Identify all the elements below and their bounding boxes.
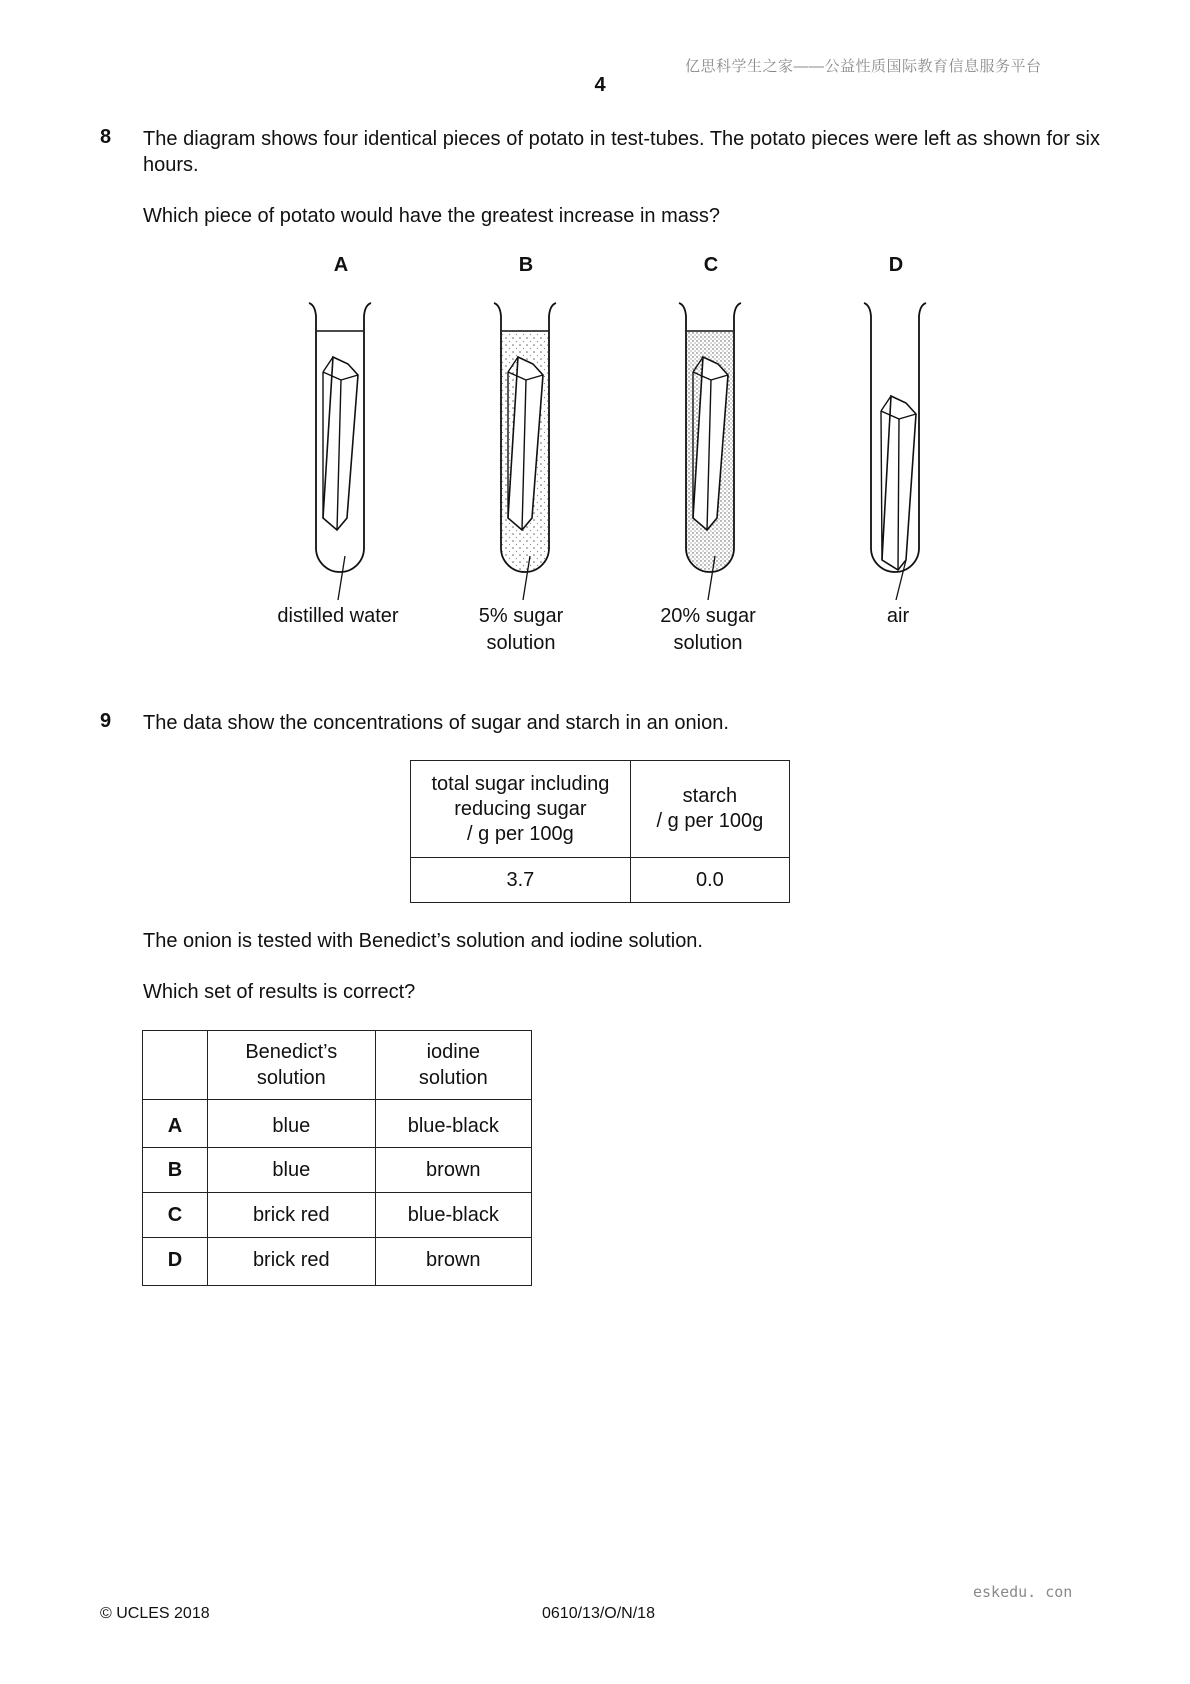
results-options-table	[142, 1030, 532, 1286]
sugar-header: total sugar including reducing sugar / g per 100g	[411, 761, 631, 858]
iodine-result: blue-black	[375, 1193, 531, 1238]
benedicts-result: brick red	[208, 1193, 376, 1238]
option-row-d[interactable]	[143, 1238, 532, 1286]
footer-paper-code: 0610/13/O/N/18	[542, 1605, 655, 1622]
tube-a-label: distilled water	[277, 605, 399, 627]
tube-b	[494, 303, 556, 600]
option-letter: C	[143, 1193, 208, 1238]
benedicts-header: Benedict’s solution	[208, 1031, 376, 1100]
question-9-number: 9	[100, 710, 112, 732]
question-9-test-text: The onion is tested with Benedict’s solution and iodine solution.	[143, 930, 703, 952]
question-8-stem: The diagram shows four identical pieces of potato in test-tubes. The potato pieces were left as shown for six hours.	[143, 128, 1100, 176]
starch-value: 0.0	[630, 858, 789, 903]
tube-b-letter: B	[518, 254, 534, 276]
starch-header: starch / g per 100g	[630, 761, 789, 858]
footer-copyright: © UCLES 2018	[100, 1605, 210, 1622]
iodine-result: blue-black	[375, 1100, 531, 1148]
tube-d	[864, 303, 926, 600]
header-watermark: 亿思科学生之家——公益性质国际教育信息服务平台	[685, 58, 1042, 75]
iodine-result: brown	[375, 1238, 531, 1286]
concentration-table	[410, 760, 790, 903]
option-letter: A	[143, 1100, 208, 1148]
tube-d-label: air	[886, 605, 910, 627]
option-letter: D	[143, 1238, 208, 1286]
question-8-prompt: Which piece of potato would have the greatest increase in mass?	[143, 205, 720, 227]
tube-a-letter: A	[333, 254, 349, 276]
tube-d-letter: D	[888, 254, 904, 276]
tube-c-label: 20% sugar solution	[660, 605, 756, 654]
tube-c-letter: C	[703, 254, 719, 276]
option-row-a[interactable]	[143, 1100, 532, 1148]
benedicts-result: brick red	[208, 1238, 376, 1286]
question-9-intro: The data show the concentrations of sugar and starch in an onion.	[143, 712, 729, 734]
page-number: 4	[594, 74, 606, 96]
option-row-b[interactable]	[143, 1148, 532, 1193]
potato-piece-d	[881, 396, 916, 570]
tube-c	[679, 303, 741, 600]
sugar-value: 3.7	[411, 858, 631, 903]
tube-b-label: 5% sugar solution	[478, 605, 564, 654]
benedicts-result: blue	[208, 1100, 376, 1148]
question-9-prompt: Which set of results is correct?	[143, 981, 416, 1003]
benedicts-result: blue	[208, 1148, 376, 1193]
question-8-number: 8	[100, 126, 112, 148]
tube-a	[309, 303, 371, 600]
iodine-header: iodine solution	[375, 1031, 531, 1100]
test-tubes-diagram	[0, 0, 1190, 700]
footer-watermark: eskedu. con	[973, 1583, 1073, 1601]
option-row-c[interactable]	[143, 1193, 532, 1238]
iodine-result: brown	[375, 1148, 531, 1193]
option-letter: B	[143, 1148, 208, 1193]
blank-header	[143, 1031, 208, 1100]
